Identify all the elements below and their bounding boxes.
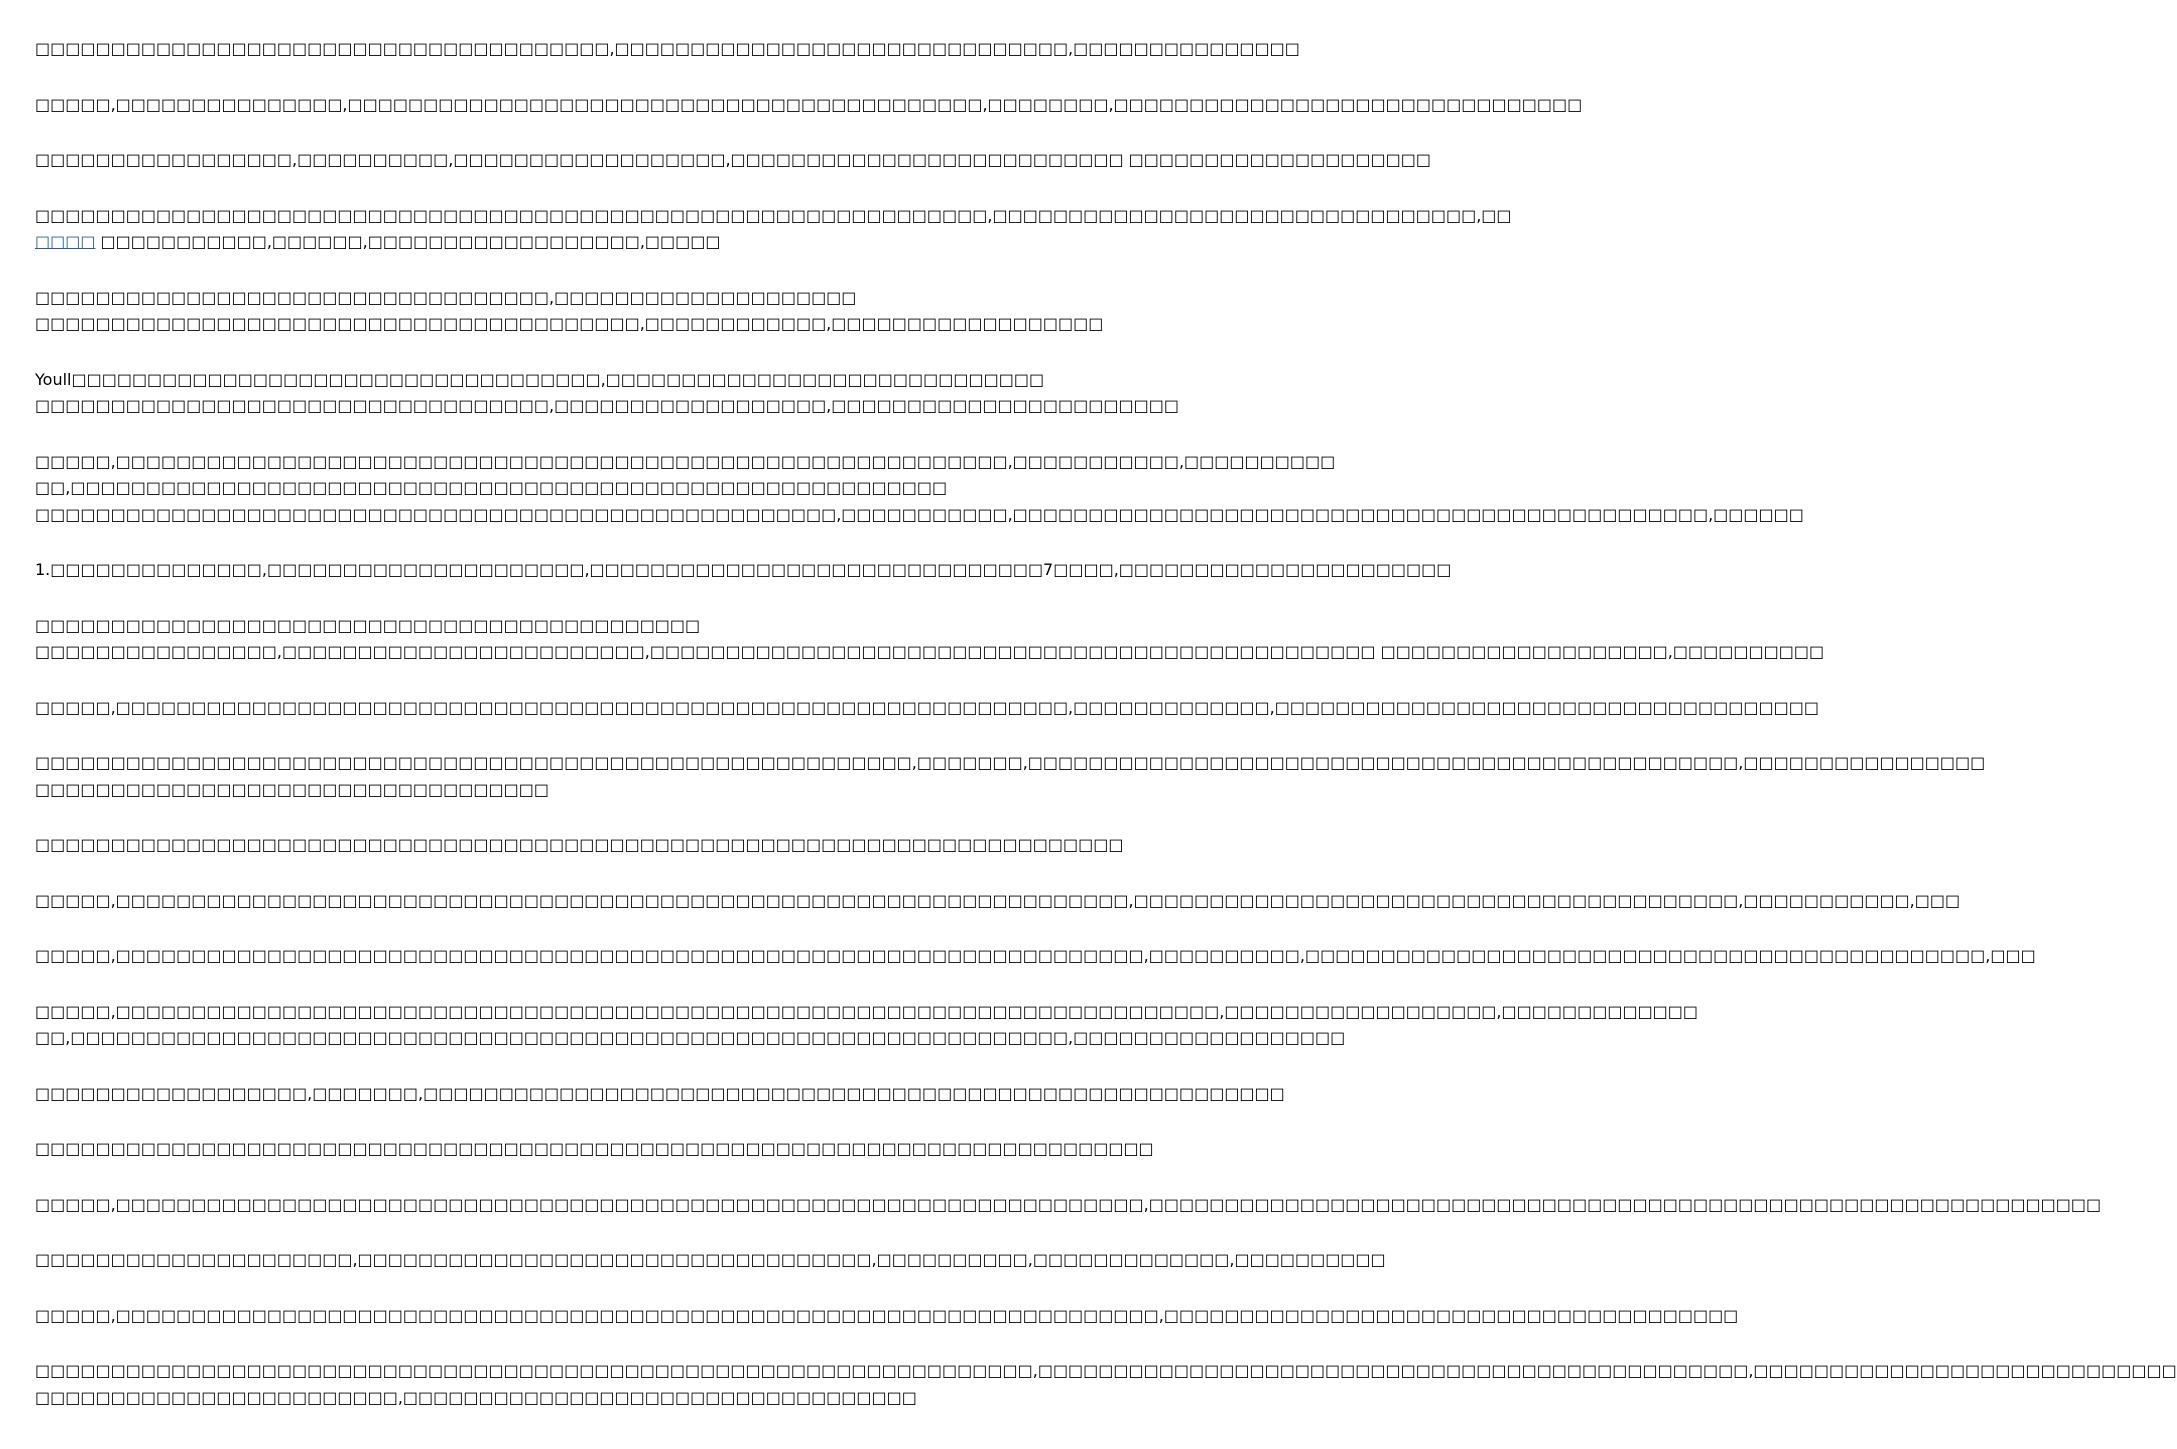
paragraph-line: □□□□□□□□□□□□□□□□□□□□□□□□□□□□□□□□□□□□□□,□□□□□□□□□□□□□□□□□□□□□□□□□□□□□□,□□□□□□□□□□□□□□□ bbox=[35, 39, 1300, 58]
paragraph-line: □□□□□□□□□□□□□□□□□□□□□□□□□□□□□□□□□□□□□□□□□□□□□□□□□□□□□□□□□□□□□□□□□□□□□□□□ bbox=[35, 835, 1124, 854]
paragraph-line: □□□□□,□□□□□□□□□□□□□□□□□□□□□□□□□□□□□□□□□□□□□□□□□□□□□□□□□□□□□□□□□□□,□□□□□□□□□□□,□□□□□□□□□□ bbox=[35, 451, 1336, 471]
paragraph bbox=[35, 1303, 1739, 1330]
paragraph-line: □□□□□,□□□□□□□□□□□□□□□□□□□□□□□□□□□□□□□□□□□□□□□□□□□□□□□□□□□□□□□□□□□□□□□□□□□□□□□□□,□□□□□□□□□□□□□□□□□□,□□□□□□□□□□□□□ bbox=[35, 1001, 1699, 1021]
paragraph-line bbox=[35, 229, 990, 256]
paragraph-line: □□□□□,□□□□□□□□□□□□□□□□□□□□□□□□□□□□□□□□□□□□□□□□□□□□□□□□□□□□□□□□□□□□□□□,□□□□□□□□□□□□□,□□□□□□□□□□□□□□□□□□□□□□□□□□□□□□□□□□□□ bbox=[35, 697, 1819, 717]
paragraph bbox=[35, 999, 1699, 1052]
paragraph-line: □□,□□□□□□□□□□□□□□□□□□□□□□□□□□□□□□□□□□□□□□□□□□□□□□□□□□□□□□□□□□□□□□□□□□,□□□□□□□□□□□□□□□□□□ bbox=[35, 1028, 1346, 1047]
paragraph bbox=[35, 943, 2036, 970]
paragraph-line: □□□□□□□□□□□□□□□□□□□□□□□□□□□□□□□□□□□□□□□□□□□□□□□□□□□□□□□□□□□□□□□□□□,□□□□□□□□□□□□□□□□□□□□□□□□□□□□□□□□□□□□□□□□□□□□□□□,□□□□□□□□□□□□□□□□□□□□□□□□□□□□ bbox=[35, 1361, 2177, 1380]
paragraph-line: □□□□□□□□□□□□□□□□□□,□□□□□□□,□□□□□□□□□□□□□□□□□□□□□□□□□□□□□□□□□□□□□□□□□□□□□□□□□□□□□□□□□ bbox=[35, 1083, 1285, 1103]
paragraph bbox=[35, 285, 1104, 338]
paragraph bbox=[35, 36, 1300, 63]
paragraph-line: 1.□□□□□□□□□□□□□□,□□□□□□□□□□□□□□□□□□□□□,□□□□□□□□□□□□□□□□□□□□□□□□□□□□□□7□□□□,□□□□□□□□□□□□□□□□□□□□□□ bbox=[35, 560, 1452, 579]
paragraph-line: □□□□□,□□□□□□□□□□□□□□□□□□□□□□□□□□□□□□□□□□□□□□□□□□□□□□□□□□□□□□□□□□□□□□□□□□□□□,□□□□□□□□□□□□□□□□□□□□□□□□□□□□□□□□□□□□□□ bbox=[35, 1305, 1739, 1325]
paragraph-line: □□□□□,□□□□□□□□□□□□□□□□□□□□□□□□□□□□□□□□□□□□□□□□□□□□□□□□□□□□□□□□□□□□□□□□□□□□,□□□□□□□□□□□□□□□□□□□□□□□□□□□□□□□□□□□□□□□□□□□□□□□□□□□□□□□□□□□□□□□ bbox=[35, 1194, 2102, 1214]
paragraph-line: □□□□□□□□□□□□□□□□□□□□□□□□□□□□□□□□□□,□□□□□□□□□□□□□□□□□□,□□□□□□□□□□□□□□□□□□□□□□□ bbox=[35, 396, 1179, 415]
paragraph bbox=[35, 613, 1825, 666]
paragraph bbox=[35, 1247, 1386, 1274]
paragraph-line: □□□□□□□□□□□□□□□□□□□□□□□□□□□□□□□□□□□□□□□□□□□□□□□□□□□□□□□□□□□□□□□,□□□□□□□□□□□□□□□□□□□□□□□□□□□□□□□□,□□ bbox=[35, 205, 1512, 225]
paragraph-line: □□□□□□□□□□□□□□□□□□□□□□□□,□□□□□□□□□□□□□□□□□□□□□□□□□□□□□□□□□□ bbox=[35, 1387, 917, 1407]
paragraph bbox=[35, 695, 1819, 722]
paragraph bbox=[35, 557, 1452, 584]
paragraph bbox=[35, 92, 1583, 119]
paragraph-line: □□□□□,□□□□□□□□□□□□□□□□□□□□□□□□□□□□□□□□□□□□□□□□□□□□□□□□□□□□□□□□□□□□□□□□□□□,□□□□□□□□□□□□□□□□□□□□□□□□□□□□□□□□□□□□□□□□,□□□□□□□□□□□,□□□ bbox=[35, 890, 1961, 910]
inline-link[interactable]: □□□□ bbox=[35, 232, 96, 251]
paragraph-line: □□□□□,□□□□□□□□□□□□□□□□□□□□□□□□□□□□□□□□□□□□□□□□□□□□□□□□□□□□□□□□□□□□□□□□□□□□,□□□□□□□□□□,□□□□□□□□□□□□□□□□□□□□□□□□□□□□□□□□□□□□□□□□□□□□□,□□□ bbox=[35, 946, 2036, 965]
paragraph bbox=[35, 1358, 2177, 1411]
paragraph bbox=[35, 203, 1512, 256]
paragraph-line: □□□□□□□□□□□□□□□□□□□□□□□□□□□□□□□□□□ bbox=[35, 779, 549, 799]
paragraph-line: □□□□□□□□□□□□□□□□□□□□□□□□□□□□□□□□□□□□□□□□□□□□□□□□□□□□□□□□□□,□□□□□□□,□□□□□□□□□□□□□□□□□□□□□□□□□□□□□□□□□□□□□□□□□□□□□□□,□□□□□□□□□□□□□□□□ bbox=[35, 753, 1986, 772]
paragraph bbox=[35, 750, 1986, 803]
paragraph-line: □□□□□□□□□□□□□□□□□□□□□□□□□□□□□□□□□□,□□□□□□□□□□□□□□□□□□□□ bbox=[35, 287, 857, 307]
paragraph bbox=[35, 1081, 1285, 1108]
paragraph-line: □□□□□□□□□□□□□□□□□□□□□□□□□□□□□□□□□□□□□□□□□□□□ bbox=[35, 615, 701, 635]
paragraph-line: □□□□□□□□□□□□□□□□□□□□□,□□□□□□□□□□□□□□□□□□□□□□□□□□□□□□□□□□,□□□□□□□□□□,□□□□□□□□□□□□□,□□□□□□□□□□ bbox=[35, 1250, 1386, 1269]
paragraph bbox=[35, 888, 1961, 915]
paragraph-line: □□□□□□□□□□□□□□□□□,□□□□□□□□□□,□□□□□□□□□□□□□□□□□□,□□□□□□□□□□□□□□□□□□□□□□□□□□ □□□□□□□□□□□□□□□□□□□□ bbox=[35, 150, 1432, 169]
paragraph-line: □□□□□,□□□□□□□□□□□□□□□,□□□□□□□□□□□□□□□□□□□□□□□□□□□□□□□□□□□□□□□□□□,□□□□□□□□,□□□□□□□□□□□□□□□□□□□□□□□□□□□□□□□ bbox=[35, 94, 1583, 114]
paragraph bbox=[35, 832, 1124, 859]
paragraph bbox=[35, 1192, 2102, 1219]
paragraph-line: □□,□□□□□□□□□□□□□□□□□□□□□□□□□□□□□□□□□□□□□□□□□□□□□□□□□□□□□□□□□□ bbox=[35, 478, 948, 497]
paragraph-line: □□□□□□□□□□□□□□□□□□□□□□□□□□□□□□□□□□□□□□□□□□□□□□□□□□□□□,□□□□□□□□□□□,□□□□□□□□□□□□□□□□□□□□□□□□□□□□□□□□□□□□□□□□□□□□□□,□□□□□□ bbox=[35, 504, 1804, 524]
document-body bbox=[35, 36, 2177, 1440]
paragraph bbox=[35, 367, 1179, 420]
paragraph-line: □□□□□□□□□□□□□□□□□□□□□□□□□□□□□□□□□□□□□□□□,□□□□□□□□□□□□,□□□□□□□□□□□□□□□□□□ bbox=[35, 314, 1104, 333]
paragraph-line: □□□□□□□□□□□□□□□□,□□□□□□□□□□□□□□□□□□□□□□□□,□□□□□□□□□□□□□□□□□□□□□□□□□□□□□□□□□□□□□□□□□□□□□□□□ □□□□□□□□□□□□□□□□□□□,□□□□□□□□□□ bbox=[35, 642, 1825, 661]
paragraph bbox=[35, 147, 1432, 174]
paragraph-line: Youll□□□□□□□□□□□□□□□□□□□□□□□□□□□□□□□□□□□,□□□□□□□□□□□□□□□□□□□□□□□□□□□□□ bbox=[35, 369, 1045, 389]
paragraph-line: □□□□□□□□□□□□□□□□□□□□□□□□□□□□□□□□□□□□□□□□□□□□□□□□□□□□□□□□□□□□□□□□□□□□□□□□□□ bbox=[35, 1139, 1154, 1158]
paragraph bbox=[35, 1136, 1154, 1163]
link-trailing-text: □□□□□□□□□□□,□□□□□□,□□□□□□□□□□□□□□□□□□,□□□□□ bbox=[95, 232, 721, 251]
paragraph bbox=[35, 449, 1804, 529]
